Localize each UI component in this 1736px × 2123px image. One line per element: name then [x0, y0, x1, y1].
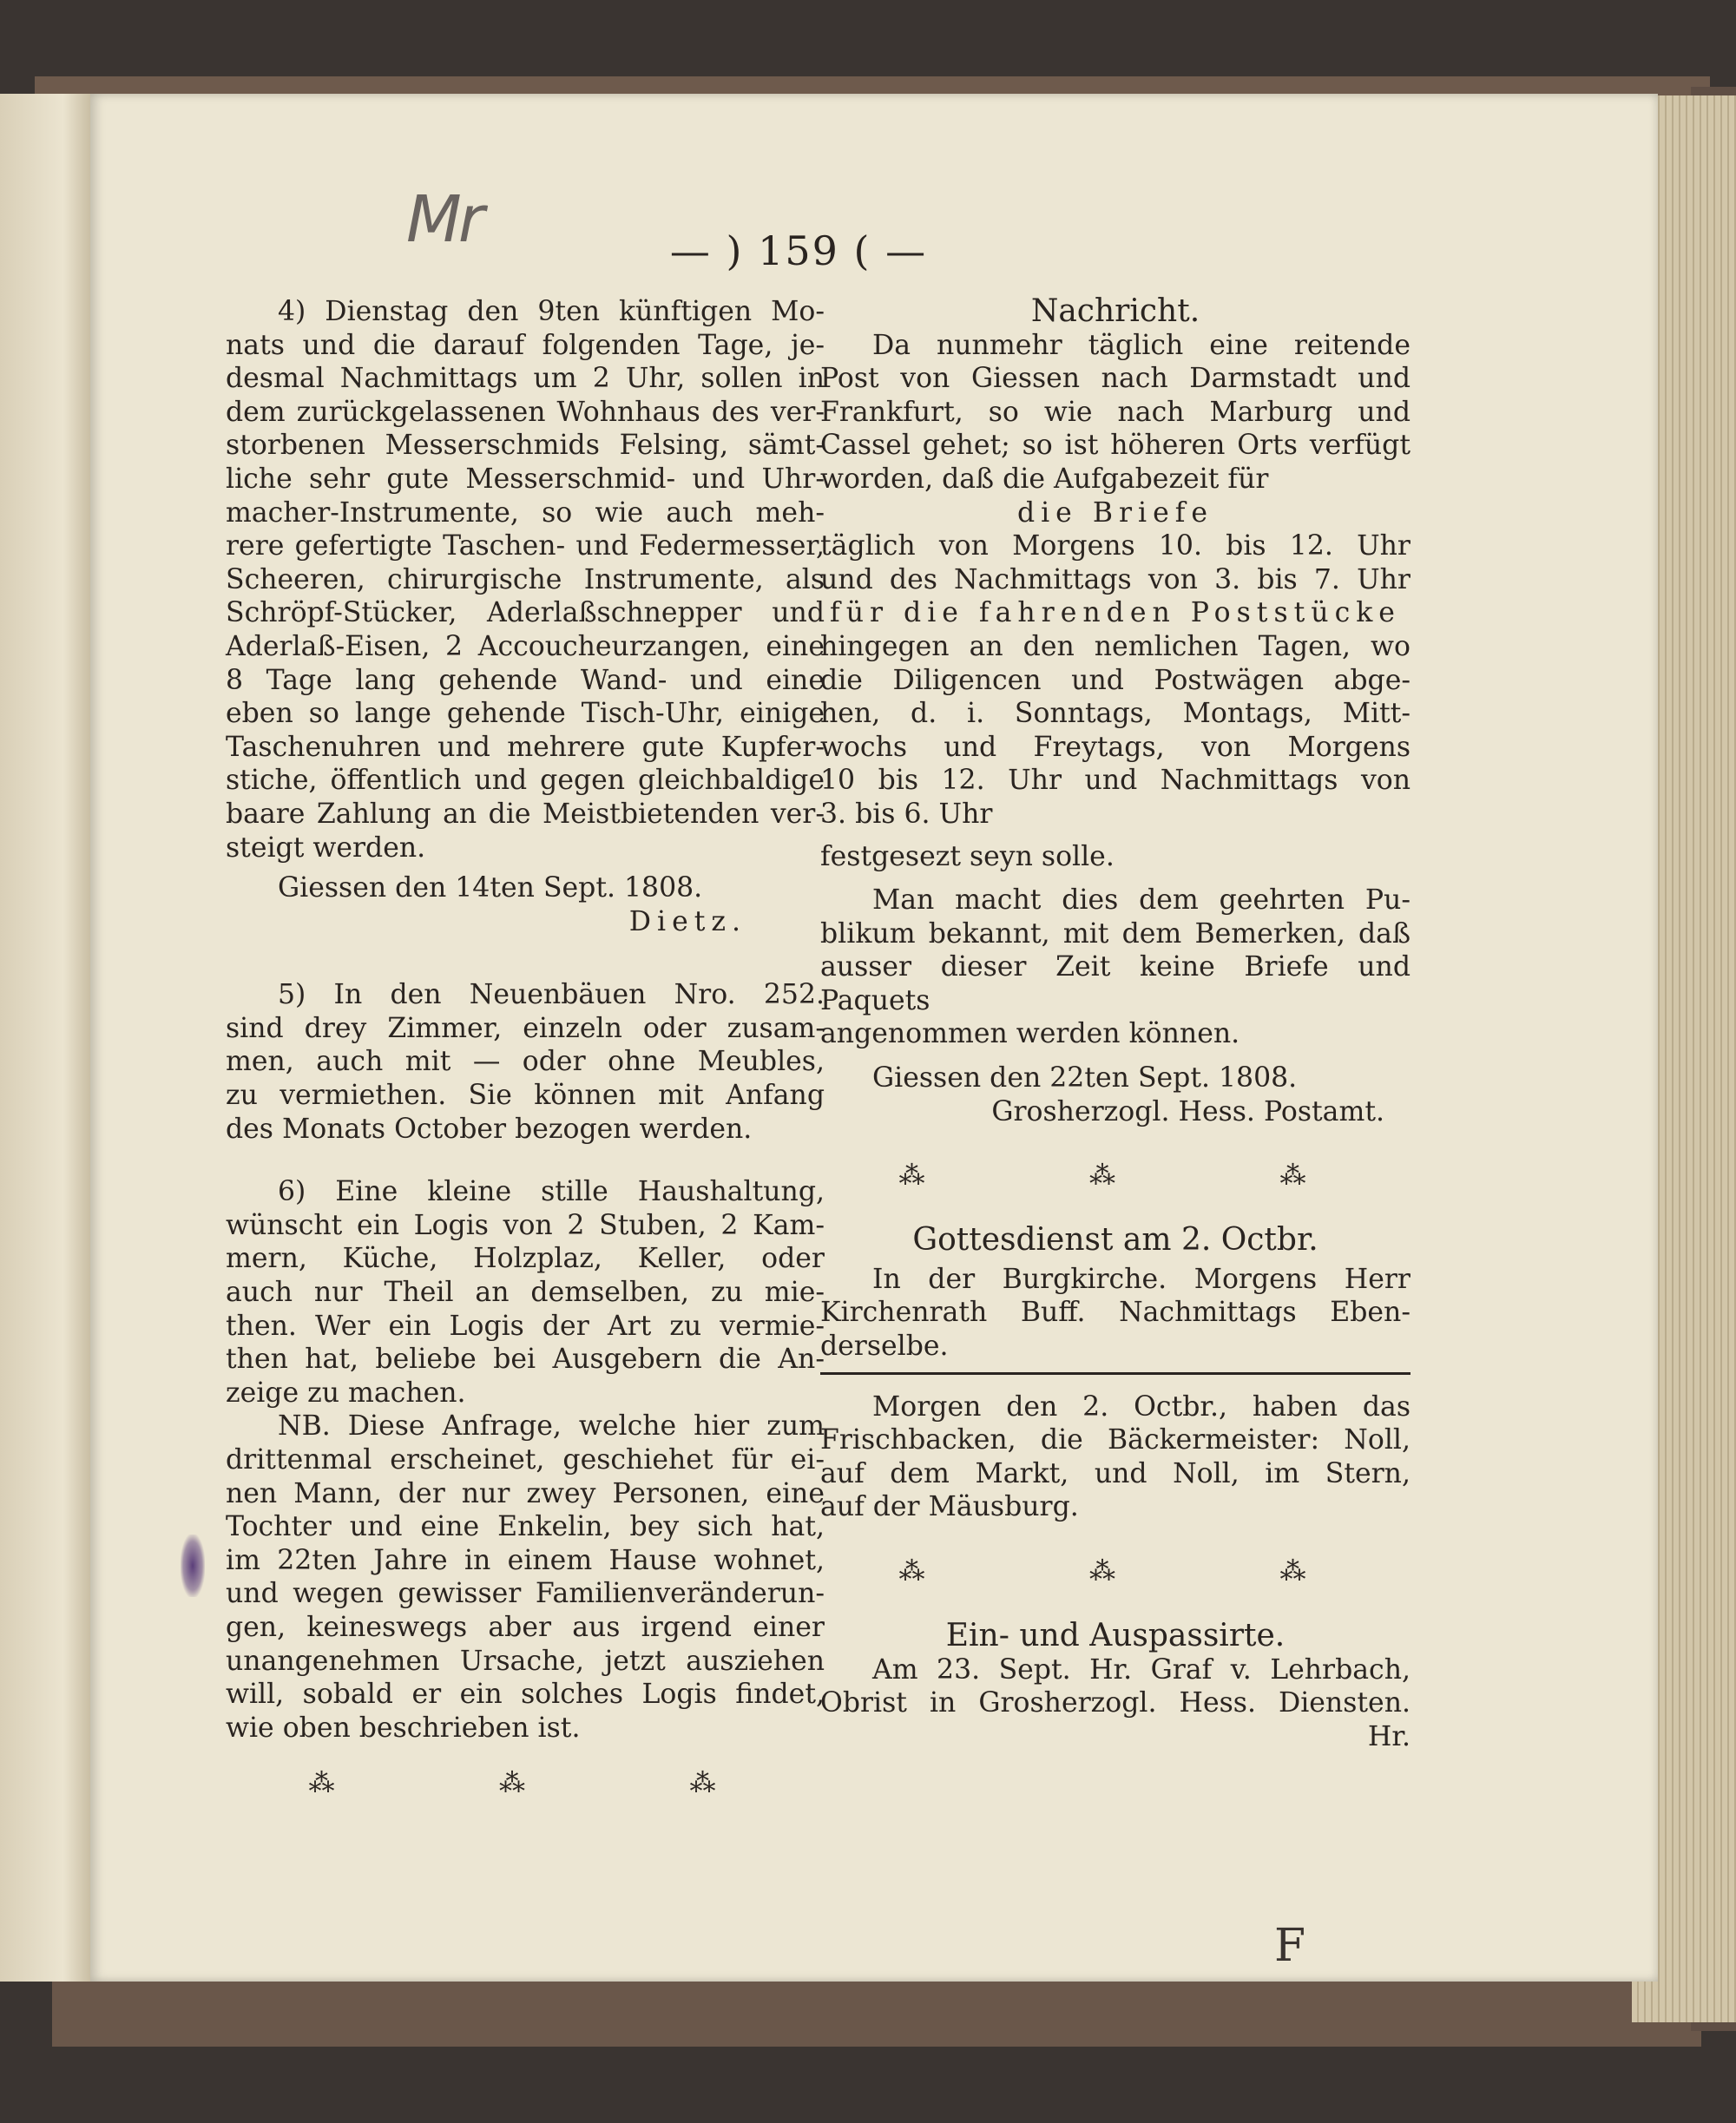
text-line: then. Wer ein Logis der Art zu vermie- — [226, 1310, 825, 1342]
text-line: die Diligencen und Postwägen abge- — [820, 664, 1410, 696]
text-line: täglich von Morgens 10. bis 12. Uhr — [820, 530, 1410, 562]
text-line: Am 23. Sept. Hr. Graf v. Lehrbach, — [872, 1653, 1410, 1686]
asterism-divider: ⁂ ⁂ ⁂ — [898, 1556, 1384, 1587]
signature-mark: F — [1274, 1920, 1306, 1972]
text-line: Da nunmehr täglich eine reitende — [872, 329, 1410, 361]
text-line: Kirchenrath Buff. Nachmittags Eben- — [820, 1297, 1410, 1329]
text-line: NB. Diese Anfrage, welche hier zum — [278, 1410, 825, 1443]
page-number: — ) 159 ( — — [669, 227, 928, 274]
text-line: stiche, öffentlich und gegen gleichbaldige — [226, 765, 825, 797]
text-line: zu vermiethen. Sie können mit Anfang — [226, 1080, 825, 1112]
text-line: derselbe. — [820, 1331, 949, 1363]
text-line: Frankfurt, so wie nach Marburg und — [820, 396, 1410, 428]
text-line: desmal Nachmittags um 2 Uhr, sollen in — [226, 363, 825, 395]
text-line: und des Nachmittags von 3. bis 7. Uhr — [820, 563, 1410, 595]
text-line: angenommen werden können. — [820, 1018, 1240, 1050]
notice-5-text — [226, 978, 825, 1146]
letters-times — [820, 529, 1410, 596]
text-line: 6) Eine kleine stille Haushaltung, — [278, 1176, 825, 1208]
text-line: auf dem Markt, und Noll, im Stern, — [820, 1457, 1410, 1489]
fixed-line: festgesezt seyn solle. — [820, 840, 1115, 872]
text-line: auf der Mäusburg. — [820, 1491, 1079, 1523]
text-line: zeige zu machen. — [226, 1377, 466, 1409]
travellers-title: Ein- und Auspassirte. — [945, 1618, 1286, 1653]
announcement-body — [820, 884, 1410, 1051]
text-line: ausser dieser Zeit keine Briefe und Paquets — [820, 951, 1410, 1016]
text-line: hingegen an den nemlichen Tagen, wo — [820, 630, 1410, 662]
notice-title: Nachricht. — [1030, 293, 1200, 329]
text-line: then hat, beliebe bei Ausgebern die An- — [226, 1344, 825, 1376]
text-line: Frischbacken, die Bäckermeister: Noll, — [820, 1424, 1410, 1456]
notice-6-text — [226, 1175, 825, 1410]
parcels-heading: für die fahrenden Poststücke — [830, 597, 1401, 629]
text-line: unangenehmen Ursache, jetzt ausziehen — [226, 1645, 825, 1677]
text-line: Tochter und eine Enkelin, bey sich hat, — [226, 1511, 825, 1543]
service-body — [820, 1263, 1410, 1364]
text-line: Scheeren, chirurgische Instrumente, als — [226, 563, 825, 595]
nb-text — [226, 1410, 825, 1745]
announcement-date: Giessen den 22ten Sept. 1808. — [872, 1062, 1298, 1094]
text-line: Morgen den 2. Octbr., haben das — [872, 1390, 1410, 1423]
service-title: Gottesdienst am 2. Octbr. — [912, 1222, 1318, 1259]
text-line: gen, keineswegs aber aus irgend einer — [226, 1611, 825, 1643]
text-line: worden, daß die Aufgabezeit für — [820, 463, 1269, 495]
left-column — [226, 295, 825, 1823]
asterism-divider: ⁂ ⁂ ⁂ — [898, 1160, 1384, 1192]
ink-stain — [181, 1535, 205, 1597]
text-line: drittenmal erscheinet, geschiehet für ei- — [226, 1444, 825, 1476]
text-line: Aderlaß-Eisen, 2 Accoucheurzangen, eine — [226, 630, 825, 662]
parcels-body — [820, 630, 1410, 831]
text-line: Post von Giessen nach Darmstadt und — [820, 363, 1410, 395]
asterism-divider: ⁂ ⁂ ⁂ — [308, 1768, 794, 1799]
text-line: liche sehr gute Messerschmid- und Uhr- — [226, 463, 825, 495]
text-line: steigt werden. — [226, 831, 426, 864]
text-line: Taschenuhren und mehrere gute Kupfer- — [226, 731, 825, 763]
text-line: Obrist in Grosherzogl. Hess. Diensten. — [820, 1687, 1410, 1719]
text-line: storbenen Messerschmids Felsing, sämt- — [226, 430, 825, 462]
text-line: 5) In den Neuenbäuen Nro. 252. — [278, 979, 825, 1011]
notice-4-text — [226, 295, 825, 864]
handwritten-note: Mr — [406, 182, 482, 257]
text-line: des Monats October bezogen werden. — [226, 1113, 753, 1145]
notice-4-signature: Dietz. — [628, 905, 746, 937]
text-line: In der Burgkirche. Morgens Herr — [872, 1263, 1410, 1295]
text-line: auch nur Theil an demselben, zu mie- — [226, 1277, 825, 1309]
facing-page — [0, 94, 90, 1982]
text-line: und wegen gewisser Familienveränderun- — [226, 1578, 825, 1610]
text-line: 8 Tage lang gehende Wand- und eine — [226, 664, 825, 696]
text-line: Cassel gehet; so ist höheren Orts verfügt — [820, 430, 1410, 462]
text-line: hen, d. i. Sonntags, Montags, Mitt- — [820, 698, 1410, 730]
letters-heading: die Briefe — [1016, 496, 1214, 529]
text-line: sind drey Zimmer, einzeln oder zusam- — [226, 1012, 825, 1044]
text-line: nats und die darauf folgenden Tage, je- — [226, 329, 825, 361]
travellers-body — [820, 1653, 1410, 1720]
text-line: will, sobald er ein solches Logis findet, — [226, 1679, 825, 1711]
text-line: 10 bis 12. Uhr und Nachmittags von — [820, 765, 1410, 797]
announcement-signature: Grosherzogl. Hess. Postamt. — [991, 1095, 1384, 1127]
text-line: blikum bekannt, mit dem Bemerken, daß — [820, 917, 1410, 950]
notice-body — [820, 329, 1410, 496]
text-line: Schröpf-Stücker, Aderlaßschnepper und — [226, 597, 825, 629]
text-line: im 22ten Jahre in einem Hause wohnet, — [226, 1544, 825, 1576]
text-line: wochs und Freytags, von Morgens — [820, 731, 1410, 763]
right-column — [820, 295, 1410, 1753]
text-line: nen Mann, der nur zwey Personen, eine — [226, 1477, 825, 1509]
text-line: Man macht dies dem geehrten Pu- — [872, 884, 1410, 917]
text-line: men, auch mit — oder ohne Meubles, — [226, 1046, 825, 1078]
text-line: wie oben beschrieben ist. — [226, 1712, 581, 1744]
catchword: Hr. — [1367, 1720, 1410, 1752]
text-line: macher-Instrumente, so wie auch meh- — [226, 496, 825, 529]
text-line: baare Zahlung an die Meistbietenden ver- — [226, 798, 825, 830]
text-line: rere gefertigte Taschen- und Federmesser, — [226, 530, 825, 562]
text-line: 3. bis 6. Uhr — [820, 798, 993, 830]
text-line: wünscht ein Logis von 2 Stuben, 2 Kam- — [226, 1209, 825, 1241]
text-line: dem zurückgelassenen Wohnhaus des ver- — [226, 396, 825, 428]
text-line: eben so lange gehende Tisch-Uhr, einige — [226, 698, 825, 730]
rule-divider — [820, 1372, 1410, 1375]
text-line: 4) Dienstag den 9ten künftigen Mo- — [278, 296, 825, 327]
text-line: mern, Küche, Holzplaz, Keller, oder — [226, 1243, 825, 1275]
bakers-body — [820, 1390, 1410, 1524]
notice-4-date: Giessen den 14ten Sept. 1808. — [278, 872, 703, 904]
